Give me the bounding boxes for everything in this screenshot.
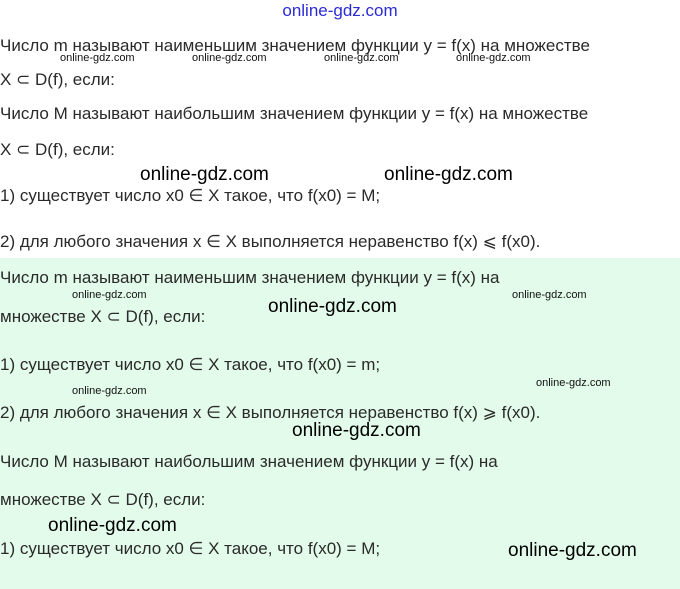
watermark: online-gdz.com [192,52,267,64]
text-line: 1) существует число x0 ∈ X такое, что f(x0) = M; [0,539,381,558]
text-line: Число M называют наибольшим значением функции y = f(x) на множестве [0,104,589,123]
watermark: online-gdz.com [292,420,421,441]
watermark: online-gdz.com [72,289,147,301]
text-line: множестве X ⊂ D(f), если: [0,490,206,509]
watermark: online-gdz.com [456,52,531,64]
watermark: online-gdz.com [60,52,135,64]
text-line: X ⊂ D(f), если: [0,140,115,159]
watermark: online-gdz.com [324,52,399,64]
text-line: Число m называют наименьшим значением функции y = f(x) на [0,268,500,287]
watermark: online-gdz.com [72,385,147,397]
watermark: online-gdz.com [384,164,513,185]
text-line: Число M называют наибольшим значением функции y = f(x) на [0,452,498,471]
watermark: online-gdz.com [508,540,637,561]
watermark: online-gdz.com [268,296,397,317]
watermark: online-gdz.com [140,164,269,185]
text-line: 2) для любого значения x ∈ X выполняется неравенство f(x) ⩾ f(x0). [0,403,541,422]
text-line: 1) существует число x0 ∈ X такое, что f(x0) = m; [0,355,381,374]
text-line: X ⊂ D(f), если: [0,70,115,89]
watermark: online-gdz.com [536,377,611,389]
watermark: online-gdz.com [512,289,587,301]
text-line: Число m называют наименьшим значением функции y = f(x) на множестве [0,36,590,55]
watermark: online-gdz.com [48,515,177,536]
text-line: 2) для любого значения x ∈ X выполняется неравенство f(x) ⩽ f(x0). [0,232,541,251]
text-line: множестве X ⊂ D(f), если: [0,307,206,326]
site-header-link[interactable]: online-gdz.com [282,1,398,20]
text-line: 1) существует число x0 ∈ X такое, что f(x0) = M; [0,186,381,205]
